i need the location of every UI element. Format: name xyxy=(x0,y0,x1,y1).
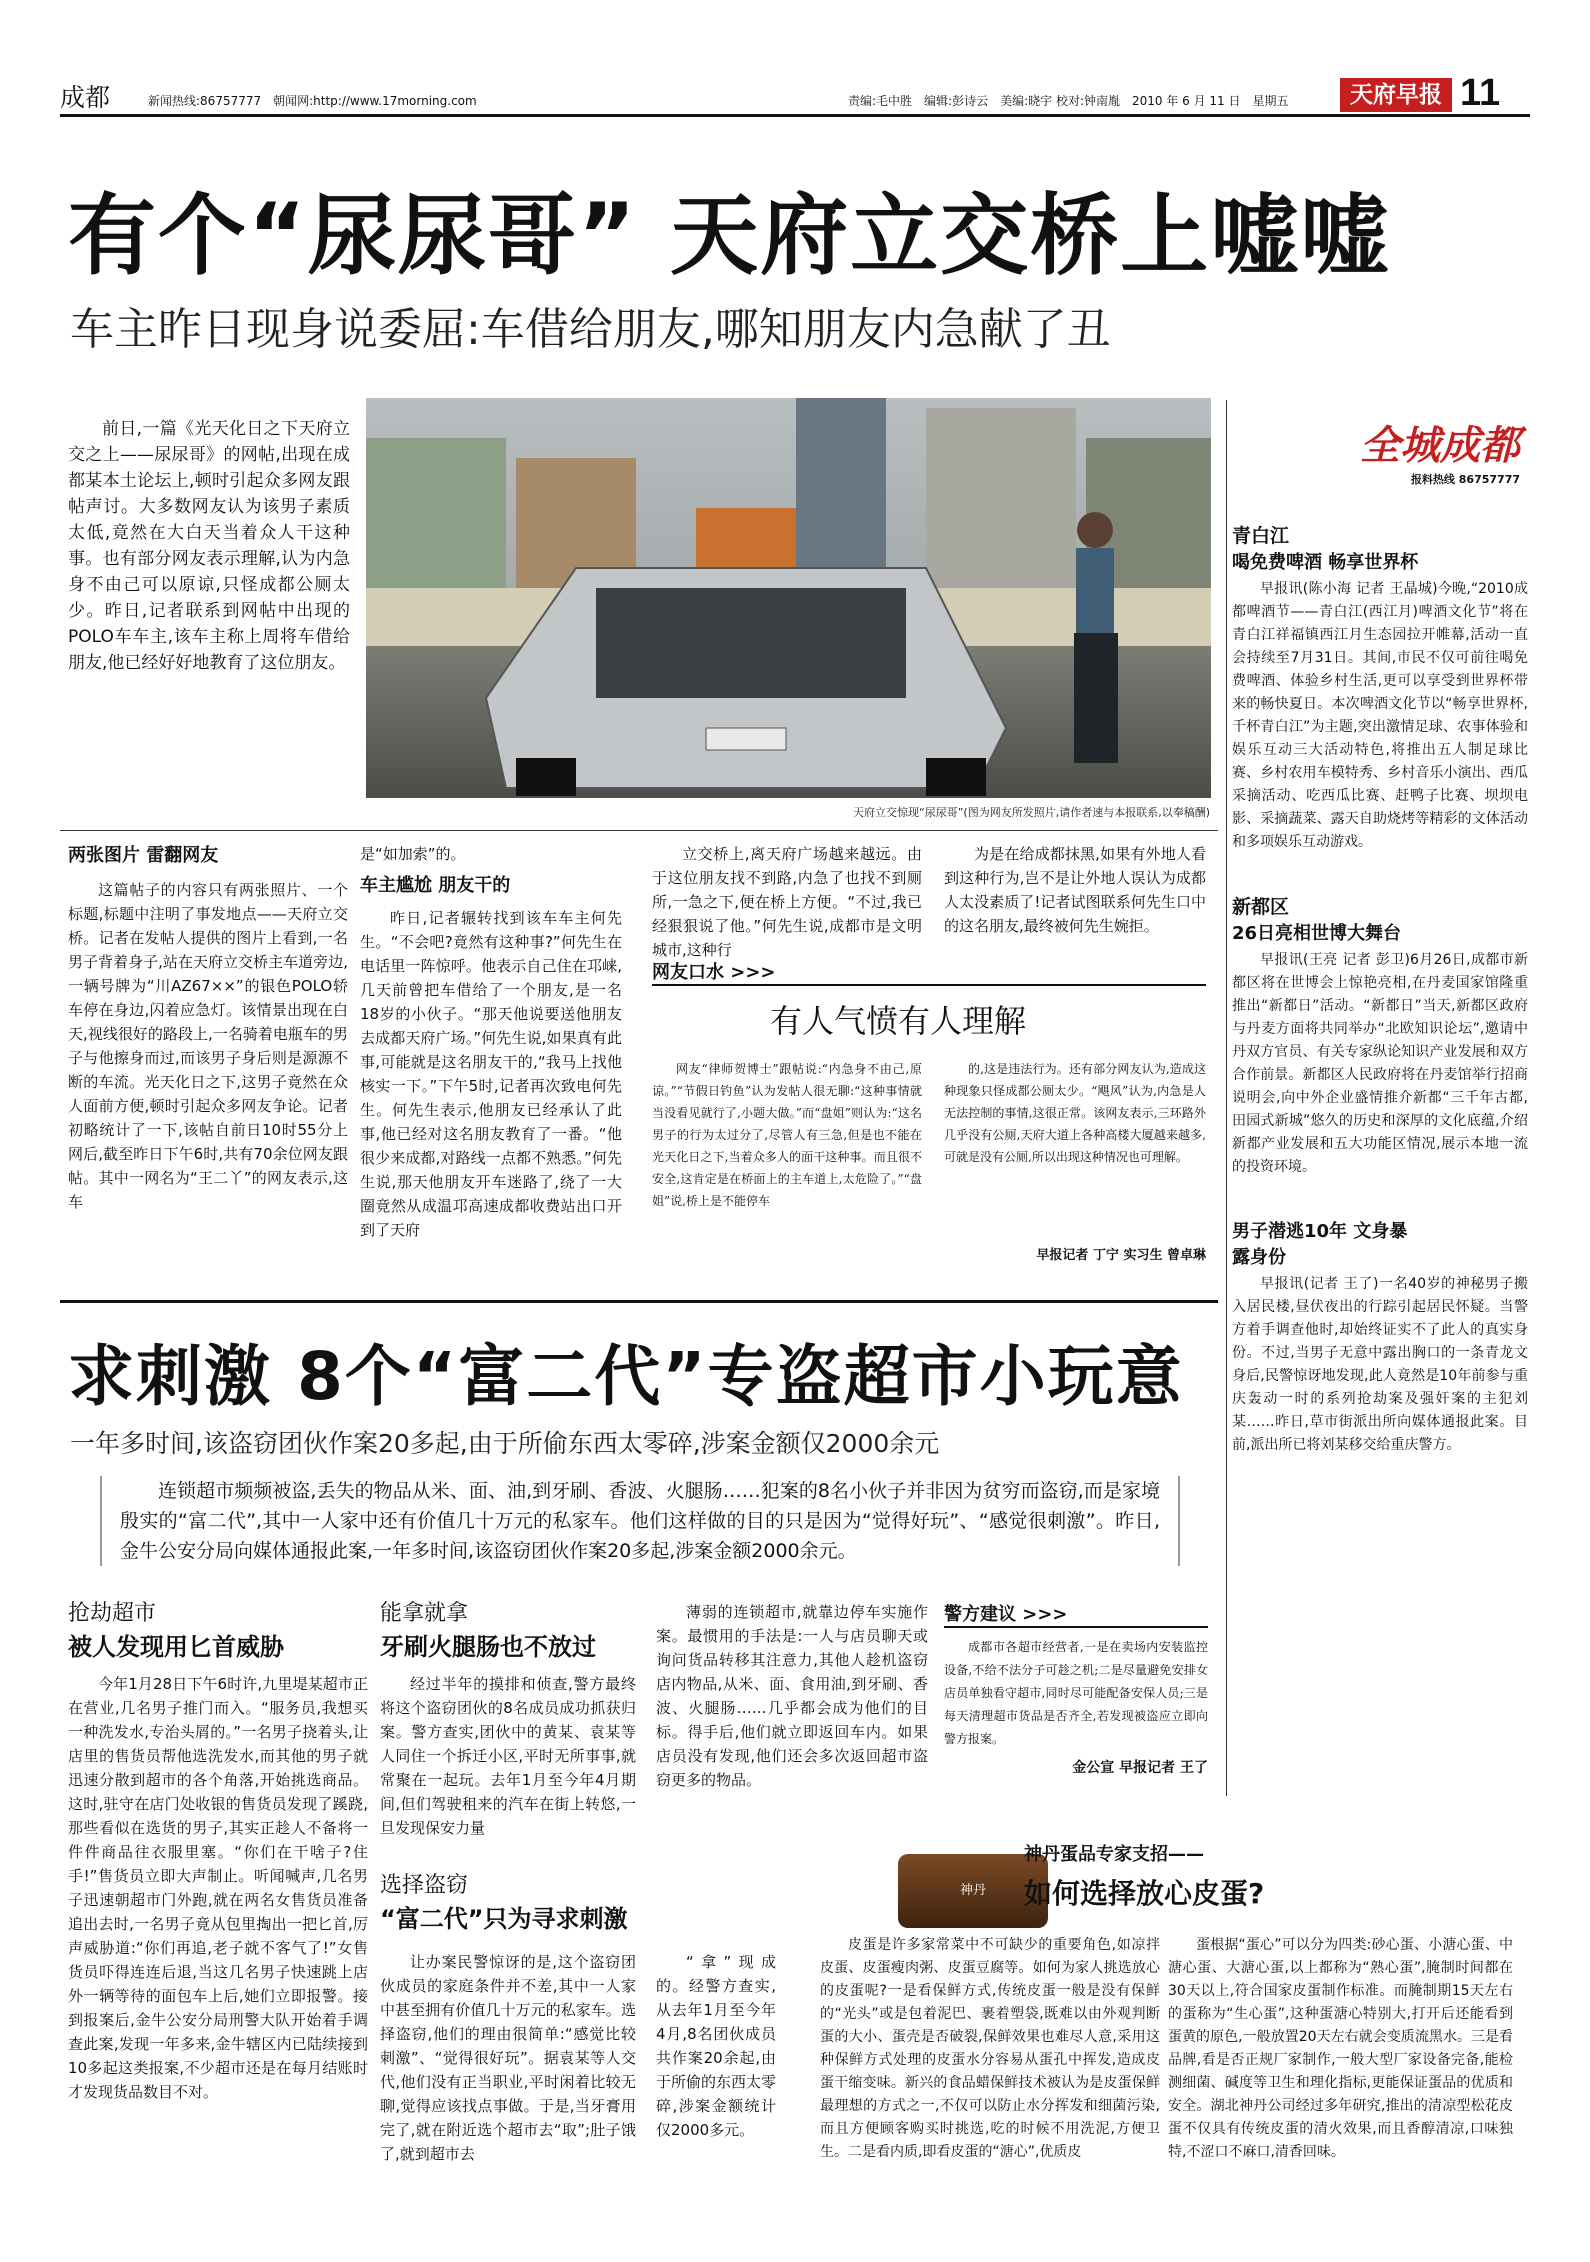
police-byline: 金公宣 早报记者 王了 xyxy=(1072,1760,1208,1776)
police-text: 成都市各超市经营者,一是在卖场内安装监控设备,不给不法分子可趁之机;二是尽量避免安排女店员单独看守超市,同时尽可能配备安保人员;三是每天清理超市货品是否齐全,若发现被盗应立即向警方报案。 xyxy=(944,1640,1208,1746)
ad-title: 如何选择放心皮蛋? xyxy=(1024,1877,1265,1910)
story1-headline: 有个“尿尿哥” 天府立交桥上嘘嘘 xyxy=(68,184,1391,287)
sec2-headline: 牙刷火腿肠也不放过 xyxy=(380,1633,596,1661)
netizen-label: 网友口水 >>> xyxy=(652,958,1206,986)
story2-headline: 求刺激 8个“富二代”专盗超市小玩意 xyxy=(68,1338,1184,1415)
sec3-text: 薄弱的连锁超市,就靠边停车实施作案。最惯用的手法是:一人与店员聊天或询问货品转移其注意力,其他人趁机盗窃店内物品,从米、面、食用油,到牙刷、香波、火腿肠……几乎都会成为他们的目标。得手后,他们就立即返回车内。如果店员没有发现,他们还会多次返回超市盗窃更多的物品。 xyxy=(656,1603,928,1789)
ad-col1-text: 皮蛋是许多家常菜中不可缺少的重要角色,如凉拌皮蛋、皮蛋瘦肉粥、皮蛋豆腐等。如何为家人挑选放心的皮蛋呢?一是看保鲜方式,传统皮蛋一般是没有保鲜的“光头”或是包着泥巴、裹着塑袋,既难以由外观判断蛋的大小、蛋壳是否破裂,保鲜效果也难尽人意,采用这种保鲜方式处理的皮蛋水分容易从蛋孔中挥发,造成皮蛋干缩变味。新兴的食品蜡保鲜技术被认为是皮蛋保鲜最理想的方式之一,不仅可以防止水分挥发和细菌污染,而且方便顾客购买时挑选,吃的时候不用洗泥,方便卫生。二是看内质,即看皮蛋的“溏心”,优质皮 xyxy=(820,1937,1160,2160)
story1-col2 xyxy=(360,842,622,1242)
sidebar-text: 早报讯(王亮 记者 彭卫)6月26日,成都市新都区将在世博会上惊艳亮相,在丹麦国家馆隆重推出“新都日”活动。“新都日”当天,新都区政府与丹麦方面将共同举办“北欧知识论坛”,邀请中丹双方官员、有关专家纵论知识产业发展和双方合作前景。新都区人民政府将在丹麦馆举行招商说明会,向中外企业盛情推介新都“三千年古都,田园式新城”悠久的历史和深厚的文化底蕴,介绍新都产业发展和五大功能区情况,展示本地一流的投资环境。 xyxy=(1232,952,1528,1175)
col1-subhead: 两张图片 雷翻网友 xyxy=(68,845,219,866)
sec1-text: 今年1月28日下午6时许,九里堤某超市正在营业,几名男子推门而入。“服务员,我想买一种洗发水,专治头屑的。”一名男子挠着头,让店里的售货员帮他选洗发水,而其他的男子就迅速分散到超市的各个角落,开始挑选商品。这时,驻守在店门处收银的售货员发现了蹊跷,那些看似在选货的男子,其实正趁人不备将一件件商品往衣服里塞。“你们在干啥子?住手!”售货员立即大声制止。听闻喊声,几名男子迅速朝超市门外跑,就在两名女售货员准备追出去时,一名男子竟从包里掏出一把匕首,厉声威胁道:“你们再追,老子就不客气了!”女售货员吓得连连后退,当这几名男子快速跳上店外一辆等待的面包车上后,她们立即报警。接到报案后,金牛公安分局刑警大队开始着手调查此案,发现一年多来,金牛辖区内已陆续接到10多起这类报案,不少超市还是在每月结账时才发现货品数目不对。 xyxy=(68,1675,368,2101)
sidebar-brand-hotline: 报料热线 86757777 xyxy=(1410,473,1520,486)
ad-col2-text: 蛋根据“蛋心”可以分为四类:砂心蛋、小溏心蛋、中溏心蛋、大溏心蛋,以上都称为“熟心蛋”,腌制时间都在30天以上,符合国家皮蛋制作标准。而腌制期15天左右的蛋称为“生心蛋”,这种蛋溏心特别大,打开后还能看到蛋黄的原色,一般放置20天左右就会变质流黑水。三是看品牌,看是否正规厂家制作,一般大型厂家设备完备,能检测细菌、碱度等卫生和理化指标,更能保证蛋品的优质和安全。湖北神丹公司经过多年研究,推出的清凉型松花皮蛋不仅具有传统皮蛋的清火效果,而且香醇清凉,口味独特,不涩口不麻口,清香回味。 xyxy=(1168,1937,1513,2160)
story2-col1 xyxy=(68,1596,368,2104)
sidebar-text: 早报讯(陈小海 记者 王晶城)今晚,“2010成都啤酒节——青白江(西江月)啤酒文化节”将在青白江祥福镇西江月生态园拉开帷幕,活动一直会持续至7月31日。其间,市民不仅可前往喝免费啤酒、体验乡村生活,更可以享受到世界杯带来的畅快夏日。本次啤酒文化节以“畅享世界杯,千杯青白江”为主题,突出激情足球、农事体验和娱乐互动三大活动特色,将推出五人制足球比赛、乡村农用车模特秀、乡村音乐小演出、西瓜采摘活动、吃西瓜比赛、赶鸭子比赛、坝坝电影、采摘蔬菜、露天自助烧烤等精彩的文体活动和多项娱乐互动游戏。 xyxy=(1232,581,1528,850)
story1-byline: 早报记者 丁宁 实习生 曾卓琳 xyxy=(1036,1248,1206,1263)
section-label: 成都 xyxy=(60,83,111,112)
ad-badge: 神丹 xyxy=(898,1854,1048,1928)
sec1-headline: 被人发现用匕首威胁 xyxy=(68,1633,284,1661)
story2-intro xyxy=(100,1476,1180,1566)
story1-col4 xyxy=(944,842,1206,938)
story1-rule xyxy=(60,830,1218,831)
sidebar-item xyxy=(1232,1217,1528,1457)
col2-text-b: 昨日,记者辗转找到该车车主何先生。“不会吧?竟然有这种事?”何先生在电话里一阵惊呼。他表示自己住在邛崃,几天前曾把车借给了一个朋友,是一名18岁的小伙子。“那天他说要送他朋友去成都天府广场。”何先生说,如果真有此事,可能就是这名朋友干的,“我马上找他核实一下。”下午5时,记者再次致电何先生。何先生表示,他朋友已经承认了此事,他已经对这名朋友教育了一番。“他很少来成都,对路线一点都不熟悉。”何先生说,那天他朋友开车迷路了,绕了一大圈竟然从成温邛高速成都收费站出口开到了天府 xyxy=(360,909,622,1239)
netizen-col2 xyxy=(944,1058,1206,1168)
sidebar-divider xyxy=(1226,400,1227,1796)
lead-text: 前日,一篇《光天化日之下天府立交之上——尿尿哥》的网帖,出现在成都某本土论坛上,顿时引起众多网友跟帖声讨。大多数网友认为该男子素质太低,竟然在大白天当着众人干这种事。也有部分网友表示理解,认为内急身不由己可以原谅,只怪成都公厕太少。昨日,记者联系到网帖中出现的POLO车车主,该车主称上周将车借给朋友,他已经好好地教育了这位朋友。 xyxy=(68,419,350,673)
story-separator xyxy=(60,1300,1218,1303)
col4-text: 为是在给成都抹黑,如果有外地人看到这种行为,岂不是让外地人误认为成都人太没素质了!记者试图联系何先生口中的这名朋友,最终被何先生婉拒。 xyxy=(944,845,1206,935)
col3-text: 立交桥上,离天府广场越来越远。由于这位朋友找不到路,内急了也找不到厕所,一急之下,便在桥上方便。“不过,我已经狠狠说了他。”何先生说,成都市是文明城市,这种行 xyxy=(652,845,922,959)
editor-credits: 责编:毛中胜 编辑:彭诗云 美编:晓宇 校对:钟南胤 2010 年 6 月 11 日 星期五 xyxy=(848,94,1289,108)
netizen-headline: 有人气愤有人理解 xyxy=(770,1002,1027,1040)
page-number: 11 xyxy=(1460,72,1501,114)
sidebar-item xyxy=(1232,521,1528,854)
sec4-text-b: “拿”现成的。经警方查实,从去年1月至今年4月,8名团伙成员共作案20余起,由于所偷的东西太零碎,涉案金额统计仅2000多元。 xyxy=(656,1953,777,2139)
police-advice xyxy=(944,1600,1208,1777)
story1-subheadline: 车主昨日现身说委屈:车借给朋友,哪知朋友内急献了丑 xyxy=(70,304,1111,355)
story2-col2 xyxy=(380,1596,636,1840)
netizen-col1 xyxy=(652,1058,922,1212)
story2-col5 xyxy=(656,1950,776,2142)
netizen-col2-text: 的,这是违法行为。还有部分网友认为,造成这种现象只怪成都公厕太少。“飓风”认为,内急是人无法控制的事情,这很正常。该网友表示,三环路外几乎没有公厕,天府大道上各种高楼大厦越来越多,可就是没有公厕,所以出现这种情况也可理解。 xyxy=(944,1062,1206,1164)
sidebar-headline: 26日亮相世博大舞台 xyxy=(1232,923,1402,944)
sidebar-text: 早报讯(记者 王了)一名40岁的神秘男子搬入居民楼,昼伏夜出的行踪引起居民怀疑。当警方着手调查他时,却始终证实不了此人的真实身份。不过,当男子无意中露出胸口的一条青龙文身后,民警惊讶地发现,此人竟然是10年前参与重庆轰动一时的系列抢劫案及强奸案的主犯刘某……昨日,草市街派出所向媒体通报此案。目前,派出所已将刘某移交给重庆警方。 xyxy=(1232,1276,1528,1453)
ad-col2 xyxy=(1168,1934,1513,2164)
sidebar-item xyxy=(1232,892,1528,1179)
sidebar-district: 青白江 xyxy=(1232,525,1290,547)
sec1-kicker: 抢劫超市 xyxy=(68,1601,157,1626)
ad-col1 xyxy=(820,1934,1160,2164)
story2-col3 xyxy=(656,1600,928,1792)
sec4-text: 让办案民警惊讶的是,这个盗窃团伙成员的家庭条件并不差,其中一人家中甚至拥有价值几十万元的私家车。选择盗窃,他们的理由很简单:“感觉比较刺激”、“觉得很好玩”。据袁某等人交代,他们没有正当职业,平时闲着比较无聊,觉得应该找点事做。于是,当牙膏用完了,就在附近选个超市去“取”;肚子饿了,就到超市去 xyxy=(380,1953,636,2163)
sec2-text: 经过半年的摸排和侦查,警方最终将这个盗窃团伙的8名成员成功抓获归案。警方查实,团伙中的黄某、袁某等人同住一个拆迁小区,平时无所事事,就常聚在一起玩。去年1月至今年4月期间,但们驾驶租来的汽车在街上转悠,一旦发现保安力量 xyxy=(380,1675,636,1837)
story2-col4 xyxy=(380,1950,636,2166)
ad-kicker: 神丹蛋品专家支招—— xyxy=(1024,1844,1204,1865)
sidebar xyxy=(1232,414,1528,1457)
sec2-kicker: 能拿就拿 xyxy=(380,1601,469,1626)
egg-advert xyxy=(788,1812,1528,2232)
hotline-info: 新闻热线:86757777 朝闻网:http://www.17morning.com xyxy=(148,94,477,108)
col2-text-a: 是“如加索”的。 xyxy=(360,845,466,863)
story1-photo xyxy=(366,398,1211,798)
bridge-photo-illustration xyxy=(366,398,1211,798)
sidebar-district: 新都区 xyxy=(1232,896,1290,918)
police-label: 警方建议 >>> xyxy=(944,1600,1208,1628)
story2-subheadline: 一年多时间,该盗窃团伙作案20多起,由于所偷东西太零碎,涉案金额仅2000余元 xyxy=(70,1429,940,1458)
story1-col3 xyxy=(652,842,922,962)
sec4-headline: “富二代”只为寻求刺激 xyxy=(380,1905,628,1933)
sec4-kicker: 选择盗窃 xyxy=(380,1873,469,1898)
story1-lead xyxy=(68,416,350,676)
photo-caption: 天府立交惊现“尿尿哥”(图为网友所发照片,请作者速与本报联系,以奉稿酬) xyxy=(853,806,1210,819)
sidebar-headline: 喝免费啤酒 畅享世界杯 xyxy=(1232,552,1419,573)
col1-text: 这篇帖子的内容只有两张照片、一个标题,标题中注明了事发地点——天府立交桥。记者在发帖人提供的图片上看到,一名男子背着身子,站在天府立交桥主车道旁边,一辆号牌为“川AZ67××”的银色POLO轿车停在身边,闪着应急灯。该情景出现在白天,视线很好的路段上,一名骑着电瓶车的男子与他擦身而过,而该男子身后则是源源不断的车流。光天化日之下,这男子竟然在众人面前方便,顿时引起众多网友争论。记者初略统计了一下,该帖自前日10时55分上网后,截至昨日下午6时,共有70余位网友跟帖。其中一网名为“王二丫”的网友表示,这车 xyxy=(68,881,348,1211)
intro-text: 连锁超市频频被盗,丢失的物品从米、面、油,到牙刷、香波、火腿肠……犯案的8名小伙子并非因为贫穷而盗窃,而是家境殷实的“富二代”,其中一人家中还有价值几十万元的私家车。他们这样做的目的只是因为“觉得好玩”、“感觉很刺激”。昨日,金牛公安分局向媒体通报此案,一年多时间,该盗窃团伙作案20多起,涉案金额2000余元。 xyxy=(120,1480,1160,1562)
col2-subhead: 车主尴尬 朋友干的 xyxy=(360,875,511,896)
sidebar-headline: 男子潜逃10年 文身暴露身份 xyxy=(1232,1221,1408,1268)
paper-logo: 天府早报 xyxy=(1340,78,1452,112)
sidebar-brand: 全城成都 xyxy=(1360,422,1520,469)
story1-col1 xyxy=(68,842,348,1214)
header-rule xyxy=(60,114,1530,117)
netizen-col1-text: 网友“律师贺博士”跟帖说:“内急身不由己,原谅。”“节假日钓鱼”认为发帖人很无聊:“这种事情就当没看见就行了,小题大做。”而“盘姐”则认为:“这名男子的行为太过分了,尽管人有三急,但是也不能在光天化日之下,当着众多人的面干这种事。而且很不安全,这肯定是在桥面上的主车道上,太危险了。”“盘姐”说,桥上是不能停车 xyxy=(652,1062,922,1208)
